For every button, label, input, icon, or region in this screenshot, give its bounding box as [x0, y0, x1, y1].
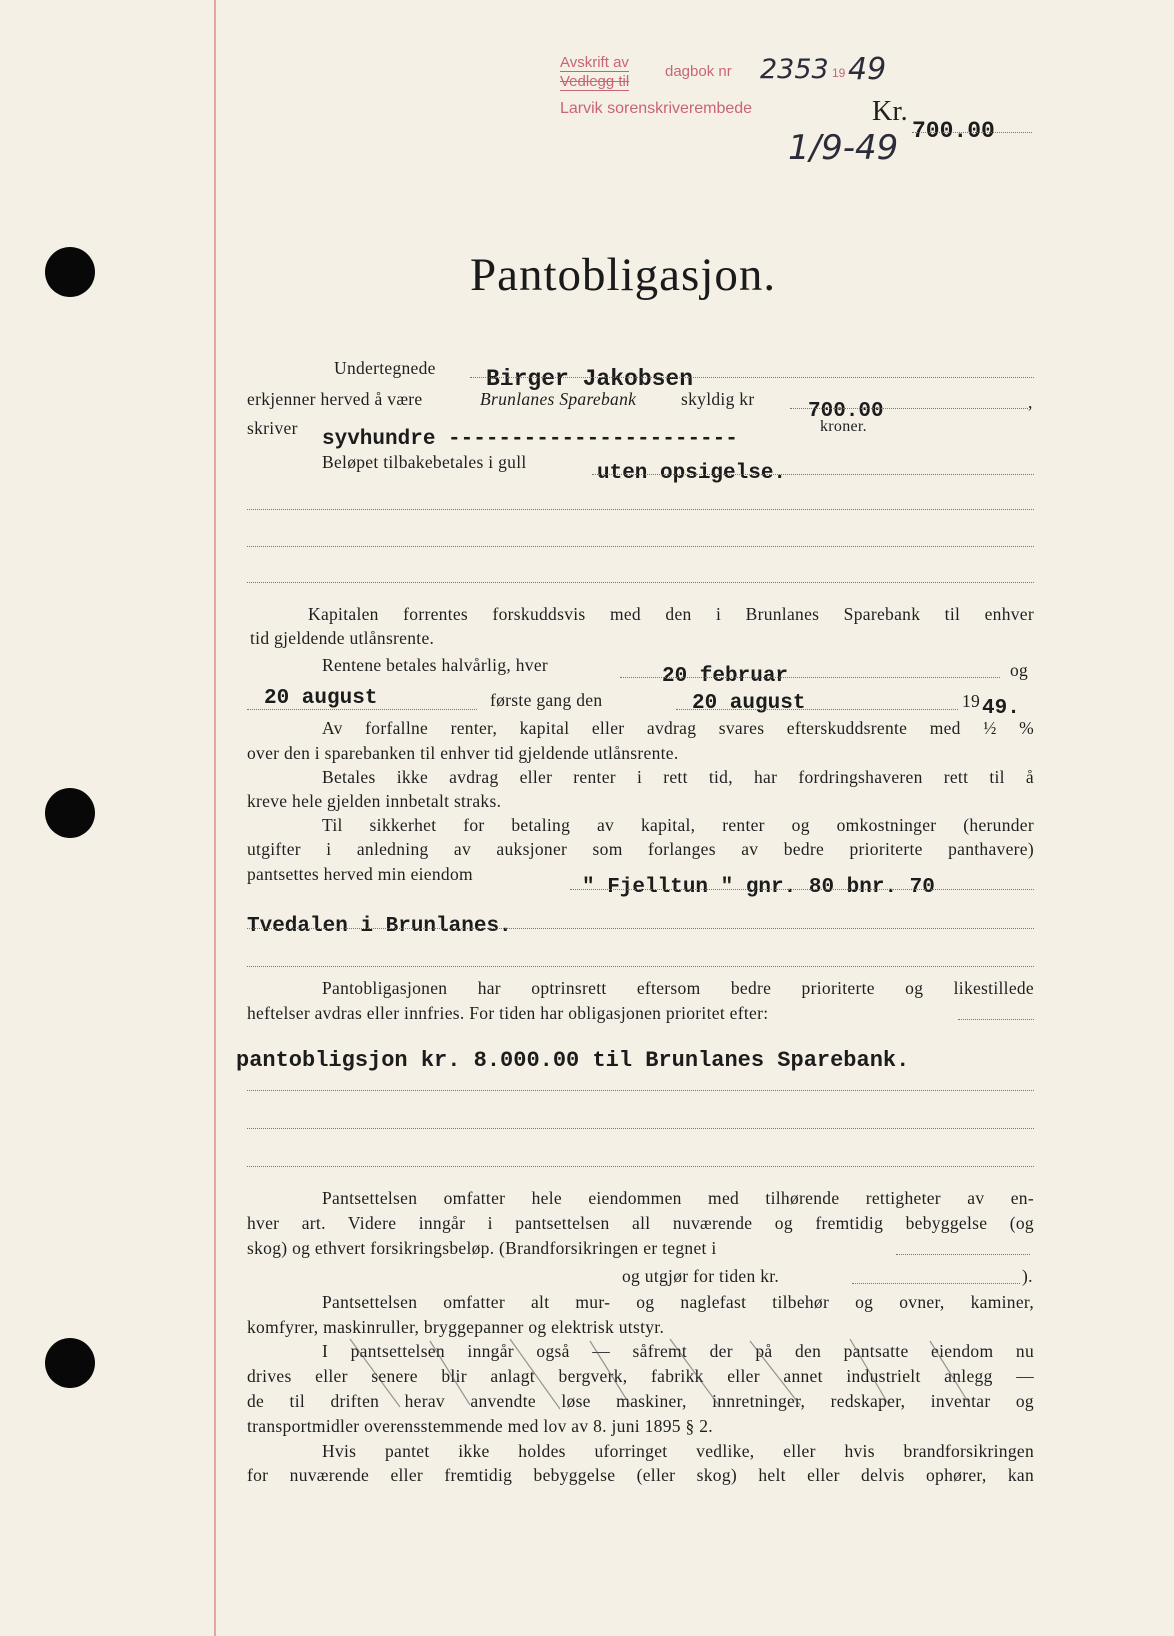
punch-hole [45, 788, 95, 838]
para-5-line-1: Pantsettelsen omfatter hele eiendommen med tilhørende rettigheter av en- [322, 1188, 1034, 1208]
interest-date-3: 20 august [692, 692, 806, 715]
stamp-date: 1/9-49 [788, 128, 899, 168]
margin-rule [214, 0, 216, 1636]
amount-typed: 700.00 [808, 400, 884, 423]
year-prefix: 19 [962, 691, 981, 711]
punch-hole [45, 1338, 95, 1388]
para-7-line-2: drives eller senere blir anlagt bergverk, fabrikk eller annet industrielt anlegg — [247, 1366, 1034, 1386]
debtor-name: Birger Jakobsen [486, 366, 694, 392]
para-2-line-1: Betales ikke avdrag eller renter i rett tid, har fordringshaveren rett til å [322, 767, 1034, 787]
para-8-line-2: for nuværende eller fremtidig bebyggelse (eller skog) helt eller delvis ophører, kan [247, 1465, 1034, 1485]
para-6-line-1: Pantsettelsen omfatter alt mur- og naglefast tilbehør og ovner, kaminer, [322, 1292, 1034, 1312]
amount-words: syvhundre ----------------------- [322, 428, 738, 451]
para-7-line-3: de til driften herav anvendte løse maskiner, innretninger, redskaper, inventar og [247, 1391, 1034, 1411]
label-og: og [1010, 660, 1029, 680]
document-title: Pantobligasjon. [470, 249, 777, 301]
stamp-line-2: Vedlegg til [560, 73, 630, 90]
para-3-line-3: pantsettes herved min eiendom [247, 864, 473, 884]
para-7-line-1: I pantsettelsen inngår også — såfremt der på den pantsatte eiendom nu [322, 1341, 1034, 1361]
label-skriver: skriver [247, 418, 298, 438]
amount-value: 700.00 [912, 118, 995, 144]
para-6-line-2: komfyrer, maskinruller, bryggepanner og elektrisk utstyr. [247, 1317, 665, 1337]
stamp-dagbok: dagbok nr [665, 63, 732, 80]
para-1-line-2: over den i sparebanken til enhver tid gjeldende utlånsrente. [247, 743, 679, 763]
amount-kr-label: Kr. [872, 96, 908, 127]
punch-hole [45, 247, 95, 297]
label-kroner: kroner. [820, 418, 867, 435]
label-skyldig: skyldig kr [681, 389, 755, 409]
para-5-line-4: og utgjør for tiden kr. [622, 1266, 780, 1286]
para-8-line-1: Hvis pantet ikke holdes uforringet vedlike, eller hvis brandforsikringen [322, 1441, 1034, 1461]
stamp-line-1: Avskrift av [560, 54, 629, 71]
para-5-line-2: hver art. Videre inngår i pantsettelsen all nuværende og fremtidig bebyggelse (og [247, 1213, 1034, 1233]
label-forste-gang: første gang den [490, 690, 603, 710]
interest-line-2: tid gjeldende utlånsrente. [250, 628, 435, 648]
creditor-name: Brunlanes Sparebank [480, 389, 637, 409]
label-rentene: Rentene betales halvårlig, hver [322, 655, 549, 675]
stamp-year-prefix: 19 [832, 66, 846, 80]
para-2-line-2: kreve hele gjelden innbetalt straks. [247, 791, 502, 811]
stamp-dagbok-number: 2353 [760, 54, 829, 85]
year-typed: 49. [982, 697, 1020, 720]
interest-date-1: 20 februar [662, 665, 789, 688]
para-4-line-2: heftelser avdras eller innfries. For tiden har obligasjonen prioritet efter: [247, 1003, 769, 1023]
pencil-strike-marks [330, 1335, 1030, 1415]
stamp-year: 49 [848, 52, 887, 87]
interest-line-1: Kapitalen forrentes forskuddsvis med den i Brunlanes Sparebank til enhver [308, 604, 1034, 624]
label-belopet: Beløpet tilbakebetales i gull [322, 452, 527, 472]
prior-lien: pantobligsjon kr. 8.000.00 til Brunlanes Sparebank. [236, 1048, 910, 1073]
para-3-line-2: utgifter i anledning av auksjoner som forlanges av bedre prioriterte panthavere) [247, 839, 1034, 859]
para-4-line-1: Pantobligasjonen har optrinsrett eftersom bedre prioriterte og likestillede [322, 978, 1034, 998]
para-5-close: ). [1022, 1266, 1033, 1286]
property-location: Tvedalen i Brunlanes. [247, 915, 512, 938]
repayment-terms: uten opsigelse. [597, 462, 787, 485]
para-3-line-1: Til sikkerhet for betaling av kapital, renter og omkostninger (herunder [322, 815, 1034, 835]
interest-date-2: 20 august [264, 687, 378, 710]
para-5-line-3: skog) og ethvert forsikringsbeløp. (Brandforsikringen er tegnet i [247, 1238, 717, 1258]
property-description: " Fjelltun " gnr. 80 bnr. 70 [582, 876, 935, 899]
label-erkjenner: erkjenner herved å være [247, 389, 423, 409]
label-undertegnede: Undertegnede [334, 358, 436, 378]
comma: , [1028, 392, 1033, 412]
para-1-line-1: Av forfallne renter, kapital eller avdrag svares efterskuddsrente med ½ % [322, 718, 1034, 738]
stamp-office: Larvik sorenskriverembede [560, 100, 753, 117]
para-7-line-4: transportmidler overensstemmende med lov av 8. juni 1895 § 2. [247, 1416, 713, 1436]
